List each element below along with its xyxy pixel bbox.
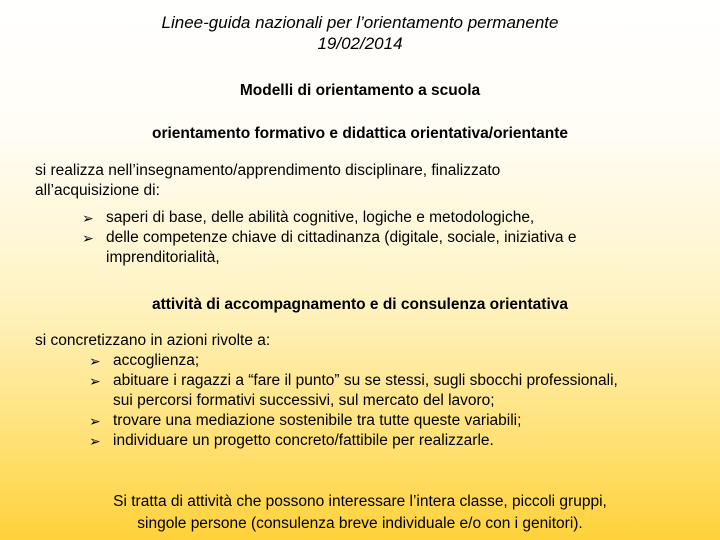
list-item [82,228,672,268]
list-item [89,431,629,451]
list-item-text: individuare un progetto concreto/fattibile per realizzarle. [113,432,494,449]
title-line-1: Linee-guida nazionali per l’orientamento permanente [161,13,559,32]
title-date: 19/02/2014 [317,34,403,53]
arrow-bullet-icon: ➢ [89,353,101,369]
section-heading: Modelli di orientamento a scuola [239,82,481,99]
formative-intro-line-1: si realizza nell’insegnamento/apprendimento disciplinare, finalizzato [35,162,501,179]
list-item-text: saperi di base, delle abilità cognitive, logiche e metodologiche, [106,209,535,226]
arrow-bullet-icon: ➢ [89,373,101,389]
formative-heading: orientamento formativo e didattica orientativa/orientante [152,125,568,142]
list-item-text: abituare i ragazzi a “fare il punto” su se stessi, sugli sbocchi professionali, sui percorsi formativi successivi, sul mercato del lavoro; [113,372,618,409]
list-item-text: trovare una mediazione sostenibile tra tutte queste variabili; [113,412,522,429]
formative-bullet-list [82,208,672,268]
list-item-text: accoglienza; [113,352,200,369]
closing-line-2: singole persone (consulenza breve individuale e/o con i genitori). [137,515,583,532]
page-title [0,12,720,54]
list-item-text: delle competenze chiave di cittadinanza (digitale, sociale, iniziativa e imprenditorialità, [106,229,577,266]
guidance-intro: si concretizzano in azioni rivolte a: [35,332,271,349]
formative-intro [35,161,685,201]
closing-note [0,491,720,535]
list-item [82,208,672,228]
list-item [89,351,629,371]
guidance-heading: attività di accompagnamento e di consulenza orientativa [151,296,569,313]
arrow-bullet-icon: ➢ [89,413,101,429]
arrow-bullet-icon: ➢ [89,433,101,449]
list-item [89,411,629,431]
list-item [89,371,629,411]
guidance-bullet-list [89,351,629,451]
closing-line-1: Si tratta di attività che possono interessare l’intera classe, piccoli gruppi, [113,493,607,510]
arrow-bullet-icon: ➢ [82,210,94,226]
arrow-bullet-icon: ➢ [82,230,94,246]
formative-intro-line-2: all’acquisizione di: [35,182,160,199]
